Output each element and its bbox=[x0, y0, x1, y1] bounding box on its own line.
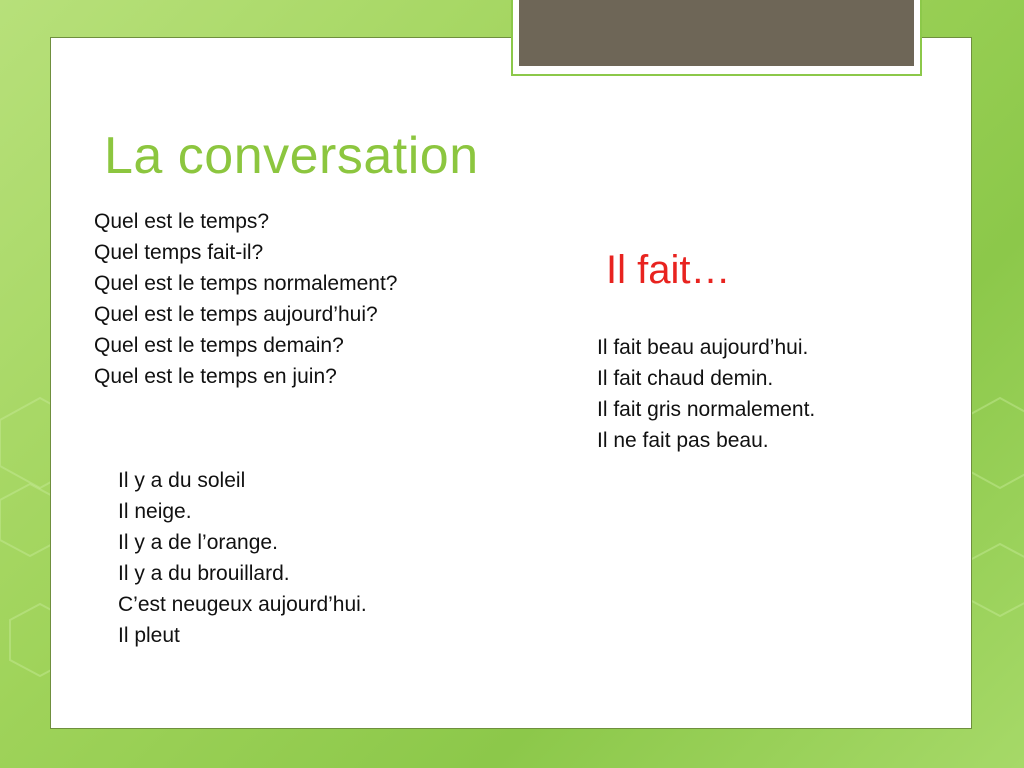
weather-item: Il y a du soleil bbox=[118, 469, 246, 492]
weather-expressions-list bbox=[118, 465, 367, 651]
weather-item: C’est neugeux aujourd’hui. bbox=[118, 593, 367, 616]
question-item: Quel est le temps normalement? bbox=[94, 272, 398, 295]
answer-item: Il ne fait pas beau. bbox=[597, 429, 769, 452]
top-decorative-tab bbox=[511, 0, 922, 76]
answer-item: Il fait beau aujourd’hui. bbox=[597, 336, 809, 359]
weather-item: Il neige. bbox=[118, 500, 192, 523]
question-item: Quel est le temps demain? bbox=[94, 334, 344, 357]
question-item: Quel temps fait-il? bbox=[94, 241, 264, 264]
weather-item: Il y a de l’orange. bbox=[118, 531, 278, 554]
il-fait-heading: Il fait… bbox=[606, 248, 731, 292]
answers-list bbox=[597, 332, 815, 456]
answer-item: Il fait gris normalement. bbox=[597, 398, 816, 421]
question-item: Quel est le temps aujourd’hui? bbox=[94, 303, 378, 326]
slide-title: La conversation bbox=[104, 127, 479, 185]
answer-item: Il fait chaud demin. bbox=[597, 367, 774, 390]
weather-item: Il y a du brouillard. bbox=[118, 562, 290, 585]
weather-item: Il pleut bbox=[118, 624, 180, 647]
questions-list bbox=[94, 206, 397, 392]
question-item: Quel est le temps? bbox=[94, 210, 270, 233]
question-item: Quel est le temps en juin? bbox=[94, 365, 337, 388]
top-tab-fill bbox=[519, 0, 914, 66]
